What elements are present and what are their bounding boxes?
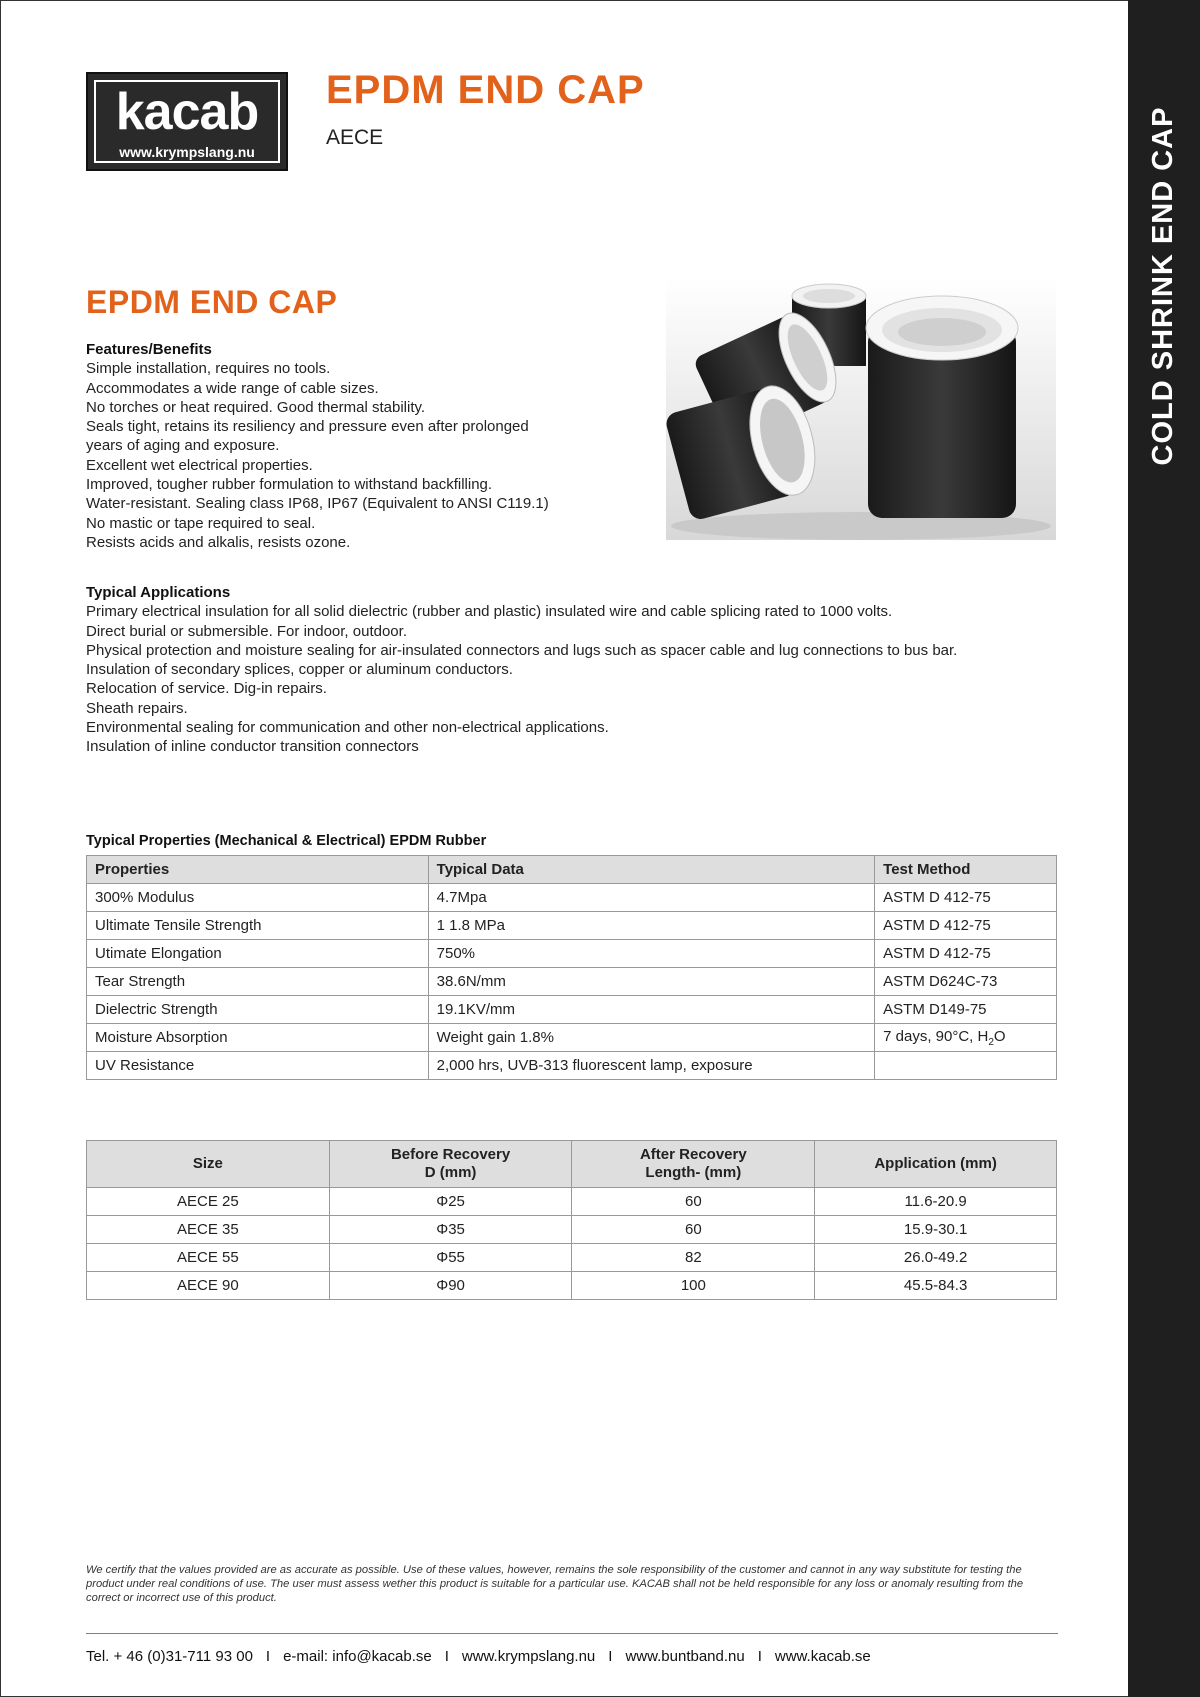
features-list xyxy=(86,359,646,552)
table-cell: AECE 90 xyxy=(87,1272,330,1300)
page-title: EPDM END CAP xyxy=(326,68,645,112)
footer-separator: I xyxy=(444,1648,449,1665)
application-item: Primary electrical insulation for all solid dielectric (rubber and plastic) insulated wire and cable splicing rated to 1000 volts. xyxy=(86,603,893,621)
table-cell: Tear Strength xyxy=(87,968,429,996)
table-row xyxy=(87,940,1057,968)
properties-header-cell: Properties xyxy=(87,856,429,884)
table-cell: Φ55 xyxy=(329,1244,572,1272)
table-cell: 7 days, 90°C, $H_2O$ xyxy=(875,1024,1057,1052)
application-item: Environmental sealing for communication and other non-electrical applications. xyxy=(86,719,609,737)
table-row xyxy=(87,1188,1057,1216)
feature-item: Water-resistant. Sealing class IP68, IP67 (Equivalent to ANSI C119.1) xyxy=(86,495,549,513)
application-item: Insulation of secondary splices, copper or aluminum conductors. xyxy=(86,661,513,679)
footer-item: e-mail: info@kacab.se xyxy=(283,1648,432,1665)
properties-header-cell: Typical Data xyxy=(428,856,875,884)
footer-separator: I xyxy=(757,1648,762,1665)
size-header-line: After Recovery xyxy=(639,1146,747,1163)
table-row xyxy=(87,1052,1057,1080)
table-row xyxy=(87,1024,1057,1052)
table-cell: Ultimate Tensile Strength xyxy=(87,912,429,940)
feature-item: Accommodates a wide range of cable sizes. xyxy=(86,379,379,397)
table-cell: ASTM D 412-75 xyxy=(875,884,1057,912)
table-row xyxy=(87,1216,1057,1244)
table-cell: Φ90 xyxy=(329,1272,572,1300)
side-band-text: COLD SHRINK END CAP xyxy=(1147,106,1179,466)
table-cell: ASTM D 412-75 xyxy=(875,940,1057,968)
application-item: Relocation of service. Dig-in repairs. xyxy=(86,680,327,698)
features-block xyxy=(86,340,646,552)
size-header-line: D (mm) xyxy=(424,1164,477,1181)
table-cell: UV Resistance xyxy=(87,1052,429,1080)
table-cell: Moisture Absorption xyxy=(87,1024,429,1052)
disclaimer: We certify that the values provided are as accurate as possible. Use of these values, however, remains the sole responsibility of the customer and cannot in any way substitute for testing the product under real conditions of use. The user must assess wether this product is suitable for a particular use. KACAB shall not be held responsible for any loss or anomaly resulting from the correct or incorrect use of this product. xyxy=(86,1564,1024,1604)
size-header-line: Application (mm) xyxy=(874,1155,997,1172)
features-heading: Features/Benefits xyxy=(86,341,212,358)
table-row xyxy=(87,996,1057,1024)
size-table xyxy=(86,1140,1057,1300)
table-cell: ASTM D149-75 xyxy=(875,996,1057,1024)
feature-item: Seals tight, retains its resiliency and pressure even after prolonged xyxy=(86,418,529,436)
footer-item: Tel. + 46 (0)31-711 93 00 xyxy=(86,1648,253,1665)
properties-table xyxy=(86,855,1057,1080)
table-cell: Φ35 xyxy=(329,1216,572,1244)
table-cell: Dielectric Strength xyxy=(87,996,429,1024)
application-item: Insulation of inline conductor transition connectors xyxy=(86,738,419,756)
table-cell: AECE 55 xyxy=(87,1244,330,1272)
section-title: EPDM END CAP xyxy=(86,284,338,320)
table-cell: 100 xyxy=(572,1272,815,1300)
feature-item: Simple installation, requires no tools. xyxy=(86,360,331,378)
size-header-cell xyxy=(87,1141,330,1188)
applications-block xyxy=(86,583,1086,757)
logo-url: www.krympslang.nu xyxy=(119,144,255,160)
table-cell: 60 xyxy=(572,1188,815,1216)
h2o-subscript: 2 xyxy=(988,1036,994,1048)
properties-caption: Typical Properties (Mechanical & Electrical) EPDM Rubber xyxy=(86,833,487,849)
table-cell: 2,000 hrs, UVB-313 fluorescent lamp, exposure xyxy=(428,1052,875,1080)
feature-item: years of aging and exposure. xyxy=(86,437,280,455)
table-row xyxy=(87,968,1057,996)
feature-item: Resists acids and alkalis, resists ozone. xyxy=(86,533,351,551)
application-item: Sheath repairs. xyxy=(86,699,188,717)
feature-item: Improved, tougher rubber formulation to withstand backfilling. xyxy=(86,476,493,494)
table-cell: 45.5-84.3 xyxy=(815,1272,1057,1300)
size-header-line: Size xyxy=(192,1155,223,1172)
table-cell: 1 1.8 MPa xyxy=(428,912,875,940)
properties-header-row xyxy=(87,856,1057,884)
table-cell: 300% Modulus xyxy=(87,884,429,912)
page-subtitle: AECE xyxy=(326,126,384,149)
properties-header-cell: Test Method xyxy=(875,856,1057,884)
table-cell: 4.7Mpa xyxy=(428,884,875,912)
table-cell: 750% xyxy=(428,940,875,968)
product-photo xyxy=(666,278,1056,540)
table-cell: 82 xyxy=(572,1244,815,1272)
table-cell: Weight gain 1.8% xyxy=(428,1024,875,1052)
size-header-cell xyxy=(329,1141,572,1188)
logo-word: kacab xyxy=(115,83,259,141)
footer-separator: I xyxy=(265,1648,271,1665)
size-header-cell xyxy=(815,1141,1057,1188)
application-item: Physical protection and moisture sealing for air-insulated connectors and lugs such as spacer cable and lug connections to bus bar. xyxy=(86,641,958,659)
size-header-row xyxy=(87,1141,1057,1188)
table-cell xyxy=(875,1052,1057,1080)
table-cell: Φ25 xyxy=(329,1188,572,1216)
table-cell: 38.6N/mm xyxy=(428,968,875,996)
table-cell: AECE 25 xyxy=(87,1188,330,1216)
feature-item: No torches or heat required. Good thermal stability. xyxy=(86,398,426,416)
h2o-tail: O xyxy=(993,1027,1006,1045)
application-item: Direct burial or submersible. For indoor, outdoor. xyxy=(86,622,407,640)
table-cell: Utimate Elongation xyxy=(87,940,429,968)
table-row xyxy=(87,1244,1057,1272)
table-row xyxy=(87,1272,1057,1300)
table-row xyxy=(87,884,1057,912)
footer-divider xyxy=(86,1633,1058,1634)
footer-item: www.kacab.se xyxy=(774,1648,871,1665)
table-cell: 11.6-20.9 xyxy=(815,1188,1057,1216)
table-cell: ASTM D 412-75 xyxy=(875,912,1057,940)
footer-item: www.krympslang.nu xyxy=(461,1648,596,1665)
table-cell: 60 xyxy=(572,1216,815,1244)
table-cell: 26.0-49.2 xyxy=(815,1244,1057,1272)
applications-list xyxy=(86,602,1086,756)
table-cell: 15.9-30.1 xyxy=(815,1216,1057,1244)
kacab-logo xyxy=(86,72,288,171)
table-cell: 19.1KV/mm xyxy=(428,996,875,1024)
table-cell: ASTM D624C-73 xyxy=(875,968,1057,996)
size-header-line: Length- (mm) xyxy=(645,1164,742,1181)
feature-item: Excellent wet electrical properties. xyxy=(86,456,313,474)
contact-footer xyxy=(86,1648,871,1665)
feature-item: No mastic or tape required to seal. xyxy=(86,514,316,532)
applications-heading: Typical Applications xyxy=(86,584,231,601)
size-header-cell xyxy=(572,1141,815,1188)
footer-separator: I xyxy=(608,1648,613,1665)
size-header-line: Before Recovery xyxy=(390,1146,511,1163)
footer-item: www.buntband.nu xyxy=(625,1648,745,1665)
table-row xyxy=(87,912,1057,940)
logo-frame xyxy=(94,80,280,163)
table-cell: AECE 35 xyxy=(87,1216,330,1244)
